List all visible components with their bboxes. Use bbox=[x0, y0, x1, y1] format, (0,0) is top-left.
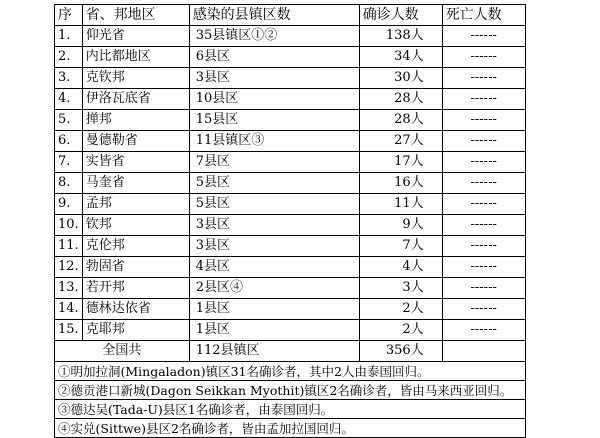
row-number: 7. bbox=[55, 152, 83, 173]
row-deaths: ------ bbox=[442, 68, 525, 89]
table-row bbox=[55, 299, 526, 320]
footnote-row bbox=[55, 362, 526, 381]
row-cases: 16人 bbox=[359, 173, 442, 194]
row-deaths: ------ bbox=[442, 152, 525, 173]
total-label: 全国共 bbox=[55, 341, 190, 362]
row-region: 若开邦 bbox=[82, 278, 189, 299]
row-cases: 34人 bbox=[359, 47, 442, 68]
header-deaths: 死亡人数 bbox=[442, 5, 525, 26]
row-cases: 138人 bbox=[359, 26, 442, 47]
row-cases: 28人 bbox=[359, 110, 442, 131]
table-row bbox=[55, 236, 526, 257]
row-number: 9. bbox=[55, 194, 83, 215]
row-counties: 5县区 bbox=[189, 194, 359, 215]
row-region: 实皆省 bbox=[82, 152, 189, 173]
row-number: 4. bbox=[55, 89, 83, 110]
row-counties: 1县区 bbox=[189, 320, 359, 341]
row-number: 5. bbox=[55, 110, 83, 131]
footnote-text: ①明加拉洞(Mingaladon)镇区31名确诊者，其中2人由泰国回归。 bbox=[55, 362, 526, 381]
row-number: 10. bbox=[55, 215, 83, 236]
row-region: 孟邦 bbox=[82, 194, 189, 215]
table-row bbox=[55, 26, 526, 47]
header-no: 序 bbox=[55, 5, 83, 26]
row-number: 6. bbox=[55, 131, 83, 152]
row-region: 克伦邦 bbox=[82, 236, 189, 257]
row-deaths: ------ bbox=[442, 320, 525, 341]
table-row bbox=[55, 215, 526, 236]
row-number: 2. bbox=[55, 47, 83, 68]
row-counties: 11县镇区③ bbox=[189, 131, 359, 152]
row-deaths: ------ bbox=[442, 236, 525, 257]
table-row bbox=[55, 257, 526, 278]
row-cases: 17人 bbox=[359, 152, 442, 173]
row-cases: 30人 bbox=[359, 68, 442, 89]
table-row bbox=[55, 47, 526, 68]
row-region: 克耶邦 bbox=[82, 320, 189, 341]
table-row bbox=[55, 320, 526, 341]
table-row bbox=[55, 173, 526, 194]
row-number: 3. bbox=[55, 68, 83, 89]
row-region: 克钦邦 bbox=[82, 68, 189, 89]
row-number: 12. bbox=[55, 257, 83, 278]
row-region: 内比都地区 bbox=[82, 47, 189, 68]
row-counties: 7县区 bbox=[189, 152, 359, 173]
total-deaths bbox=[442, 341, 525, 362]
row-deaths: ------ bbox=[442, 110, 525, 131]
row-number: 15. bbox=[55, 320, 83, 341]
row-region: 仰光省 bbox=[82, 26, 189, 47]
row-counties: 5县区 bbox=[189, 173, 359, 194]
row-region: 掸邦 bbox=[82, 110, 189, 131]
table-row bbox=[55, 110, 526, 131]
row-deaths: ------ bbox=[442, 131, 525, 152]
total-row bbox=[55, 341, 526, 362]
row-deaths: ------ bbox=[442, 89, 525, 110]
header-row bbox=[55, 5, 526, 26]
row-cases: 2人 bbox=[359, 299, 442, 320]
row-deaths: ------ bbox=[442, 278, 525, 299]
row-cases: 4人 bbox=[359, 257, 442, 278]
row-cases: 3人 bbox=[359, 278, 442, 299]
row-cases: 9人 bbox=[359, 215, 442, 236]
row-counties: 2县区④ bbox=[189, 278, 359, 299]
footnote-text: ③德达吴(Tada-U)县区1名确诊者，由泰国回归。 bbox=[55, 400, 526, 419]
row-deaths: ------ bbox=[442, 173, 525, 194]
row-region: 马奎省 bbox=[82, 173, 189, 194]
total-counties: 112县镇区 bbox=[189, 341, 359, 362]
row-cases: 7人 bbox=[359, 236, 442, 257]
table-row bbox=[55, 89, 526, 110]
footnote-text: ②德贡港口新城(Dagon Seikkan Myothit)镇区2名确诊者，皆由马来西亚回归。 bbox=[55, 381, 526, 400]
row-counties: 3县区 bbox=[189, 236, 359, 257]
table-row bbox=[55, 68, 526, 89]
row-counties: 4县区 bbox=[189, 257, 359, 278]
row-region: 伊洛瓦底省 bbox=[82, 89, 189, 110]
table-row bbox=[55, 194, 526, 215]
row-region: 德林达依省 bbox=[82, 299, 189, 320]
footnote-text: ④实兑(Sittwe)县区2名确诊者，皆由孟加拉国回归。 bbox=[55, 419, 526, 438]
row-number: 8. bbox=[55, 173, 83, 194]
row-deaths: ------ bbox=[442, 26, 525, 47]
table-row bbox=[55, 131, 526, 152]
row-cases: 27人 bbox=[359, 131, 442, 152]
row-counties: 15县区 bbox=[189, 110, 359, 131]
row-cases: 2人 bbox=[359, 320, 442, 341]
row-deaths: ------ bbox=[442, 215, 525, 236]
row-deaths: ------ bbox=[442, 257, 525, 278]
row-number: 1. bbox=[55, 26, 83, 47]
footnote-row bbox=[55, 419, 526, 438]
row-cases: 11人 bbox=[359, 194, 442, 215]
row-counties: 6县区 bbox=[189, 47, 359, 68]
footnote-row bbox=[55, 381, 526, 400]
row-deaths: ------ bbox=[442, 299, 525, 320]
table-row bbox=[55, 152, 526, 173]
footnote-row bbox=[55, 400, 526, 419]
table-row bbox=[55, 278, 526, 299]
table-body bbox=[55, 5, 526, 438]
row-cases: 28人 bbox=[359, 89, 442, 110]
row-number: 11. bbox=[55, 236, 83, 257]
row-deaths: ------ bbox=[442, 47, 525, 68]
row-counties: 3县区 bbox=[189, 68, 359, 89]
row-counties: 35县镇区①② bbox=[189, 26, 359, 47]
row-region: 钦邦 bbox=[82, 215, 189, 236]
row-number: 14. bbox=[55, 299, 83, 320]
row-region: 曼德勒省 bbox=[82, 131, 189, 152]
header-cases: 确诊人数 bbox=[359, 5, 442, 26]
header-counties: 感染的县镇区数 bbox=[189, 5, 359, 26]
row-counties: 10县区 bbox=[189, 89, 359, 110]
row-deaths: ------ bbox=[442, 194, 525, 215]
header-region: 省、邦地区 bbox=[82, 5, 189, 26]
row-number: 13. bbox=[55, 278, 83, 299]
total-cases: 356人 bbox=[359, 341, 442, 362]
covid-cases-table bbox=[54, 4, 526, 438]
row-counties: 1县区 bbox=[189, 299, 359, 320]
row-counties: 3县区 bbox=[189, 215, 359, 236]
row-region: 勃固省 bbox=[82, 257, 189, 278]
